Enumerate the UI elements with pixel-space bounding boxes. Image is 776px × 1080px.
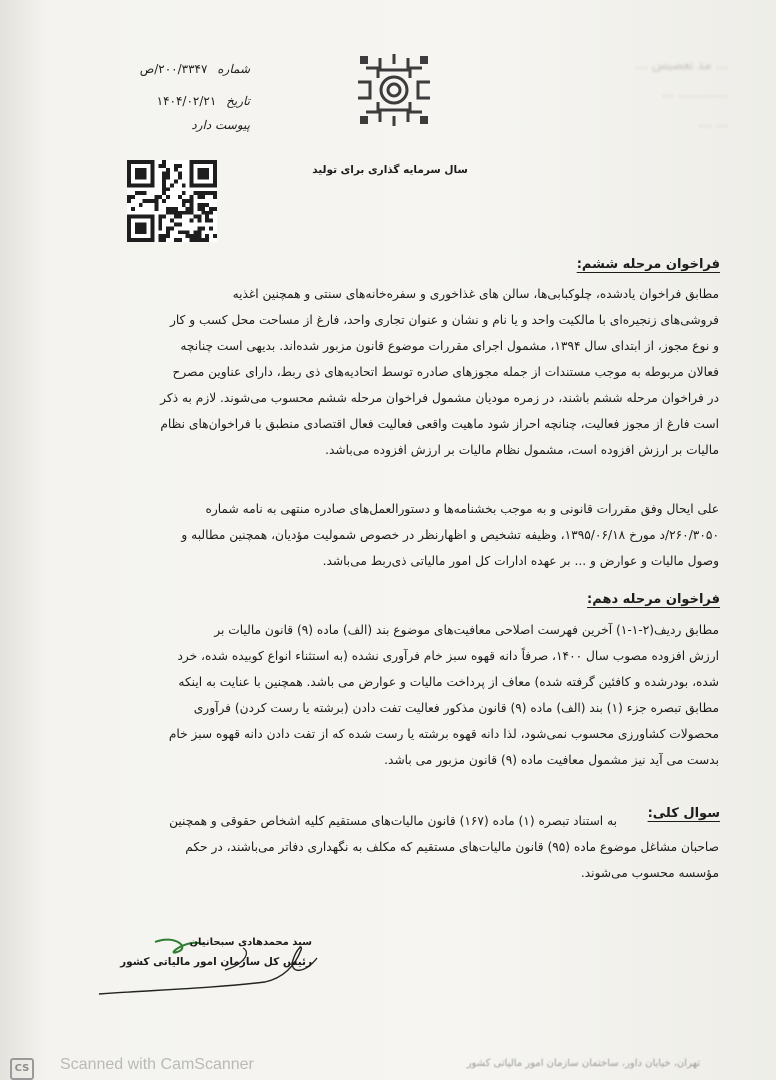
text-line: مطابق فراخوان یادشده، چلوکبابی‌ها، سالن های غذاخوری و سفره‌خانه‌های سنتی و همچنین اغذیه [232, 287, 719, 301]
text-line: صاحبان مشاغل موضوع ماده (۹۵) قانون مالیات‌های مستقیم که مکلف به نگهداری دفاتر می‌باشند، در حکم [185, 840, 719, 854]
text-line: مالیات بر ارزش افزوده است، مشمول نظام مالیات بر ارزش افزوده می‌باشد. [325, 443, 719, 457]
faded-recipient-line-3: ... ... [699, 116, 728, 131]
general-question-line-1 [92, 808, 617, 834]
letter-number [100, 62, 250, 76]
text-line: وصول مالیات و عوارض و ... بر عهده ادارات کل امور مالیاتی ذی‌ربط می‌باشد. [322, 554, 719, 568]
text-line: و نوع مجوز، از ابتدای سال ۱۳۹۴، مشمول اجرای مقررات موضوع قانون مزبور شده‌اند. بدیهی است چنانچه [180, 339, 719, 353]
date-label: تاریخ [226, 94, 250, 108]
text-line: مؤسسه محسوب می‌شوند. [580, 866, 719, 880]
text-line: بدست می آید نیز مشمول معافیت ماده (۹) قانون مزبور می باشد. [384, 753, 719, 767]
number-value: ۲۰۰/۳۳۴۷/ص [139, 62, 208, 76]
text-line: ارزش افزوده مصوب سال ۱۴۰۰، صرفاً دانه قهوه سبز خام فرآوری نشده (به استثناء انواع کوبیده شده، خرد [177, 649, 719, 663]
text-line: محصولات کشاورزی محسوب نمی‌شود، لذا دانه قهوه برشته یا رست شده که از تفت دادن دانه قهوه سبز خام [168, 727, 719, 741]
text-line: فعالان مربوطه به موجب مستندات از جمله مجوزهای صادره توسط اتحادیه‌های ذی ربط، دارای عناوین مصرح [172, 365, 719, 379]
heading-phase-six: فراخوان مرحله ششم: [576, 257, 720, 272]
text-line: است فارغ از مجوز فعالیت، چنانچه احراز شود ماهیت واقعی فعالیت فعال اقتصادی منطبق با فراخوان‌های نظام [160, 417, 719, 431]
text-line: شده، بودرشده و کافئین گرفته شده) معاف از پرداخت مالیات و عوارض می باشد. همچنین با عنایت به اینکه [178, 675, 719, 689]
tax-organization-emblem [350, 48, 438, 132]
scanner-watermark: Scanned with CamScanner [60, 1056, 254, 1073]
year-slogan: سال سرمایه گذاری برای تولید [312, 164, 468, 176]
text-line: مطابق ردیف(۲-۱-۱) آخرین فهرست اصلاحی معافیت‌های موضوع بند (الف) ماده (۹) قانون مالیات بر [214, 623, 719, 637]
text-line: فروشی‌های زنجیره‌ای با مالکیت واحد و یا نام و نشان و عنوان تجاری واحد، فارغ از مساحت محل کسب و کار [169, 313, 719, 327]
phase-ten-paragraph [92, 617, 719, 773]
heading-phase-ten: فراخوان مرحله دهم: [587, 592, 720, 607]
attachment-note: پیوست دارد [191, 118, 250, 132]
signatory-name: سید محمدهادی سبحانیان [189, 937, 312, 948]
text-line: ۲۶۰/۳۰۵۰/د مورخ ۱۳۹۵/۰۶/۱۸، وظیفه تشخیص و اظهارنظر در خصوص شمولیت مؤدیان، همچنین مطالبه و [181, 528, 719, 542]
text-line: در فراخوان مرحله ششم باشند، در زمره مودیان مشمول فراخوان مرحله ششم محسوب می‌شوند. لازم به ذکر [160, 391, 719, 405]
number-label: شماره [217, 62, 250, 76]
camscanner-logo: CS [10, 1058, 34, 1080]
faded-recipient-line-2: ............ ... [661, 86, 728, 101]
footer-address: تهران، خیابان داور، ساختمان سازمان امور مالیاتی کشور [466, 1058, 700, 1069]
heading-general-question: سوال کلی: [647, 806, 720, 821]
faded-recipient-line-1: ... مد تعصیس ... [635, 58, 728, 73]
text-line: مطابق تبصره جزء (۱) بند (الف) ماده (۹) قانون مذکور فعالیت تفت دادن (برشته یا رست کردن) فرآوری [193, 701, 719, 715]
letter-date [100, 94, 250, 108]
date-value: ۱۴۰۴/۰۲/۲۱ [156, 94, 217, 108]
text-line: علی ایحال وفق مقررات قانونی و به موجب بخشنامه‌ها و دستورالعمل‌های صادره منتهی به نامه شماره [205, 502, 719, 516]
text-line: به استناد تبصره (۱) ماده (۱۶۷) قانون مالیات‌های مستقیم کلیه اشخاص حقوقی و همچنین [169, 814, 617, 828]
qr-code [126, 160, 218, 242]
phase-six-paragraph-1 [92, 281, 719, 463]
phase-six-paragraph-2 [92, 496, 719, 574]
signatory-title: رئیس کل سازمان امور مالیاتی کشور [120, 956, 312, 968]
general-question-paragraph [92, 834, 719, 886]
